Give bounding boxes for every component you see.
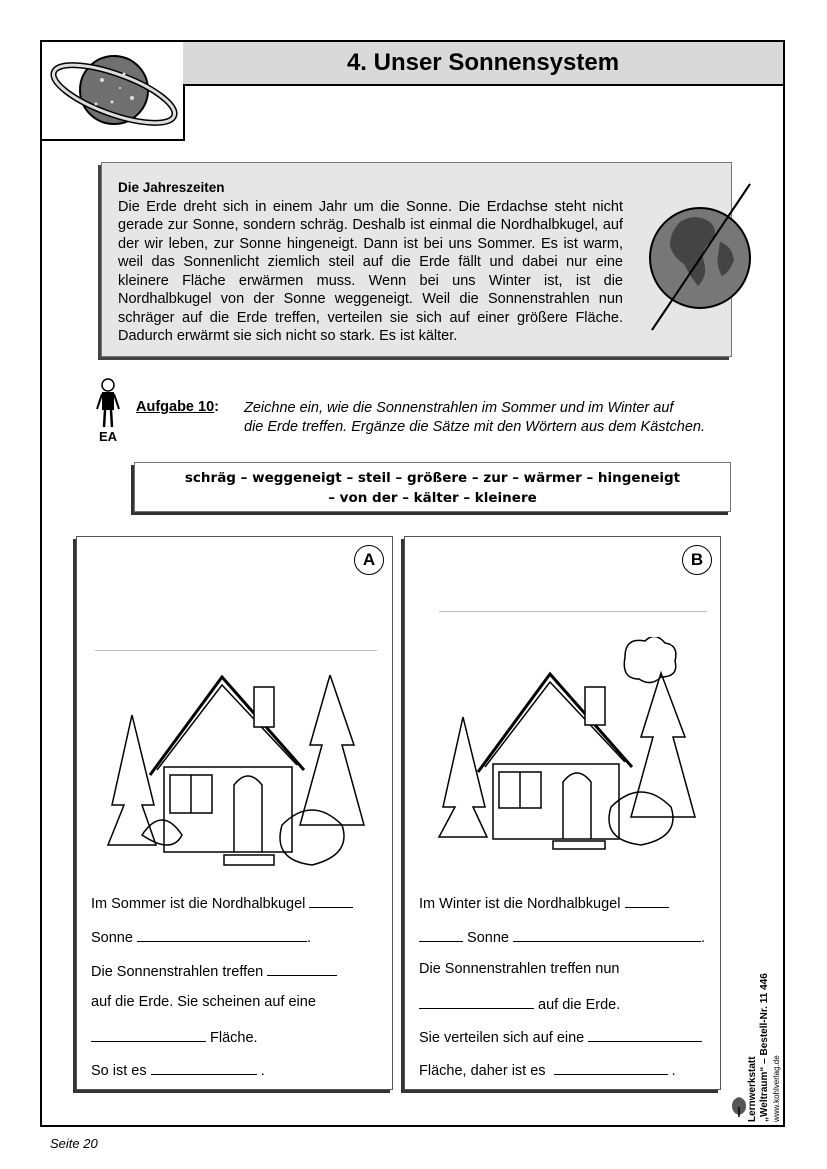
panel-b-line-1: [419, 893, 669, 912]
text: Die Sonnenstrahlen treffen: [91, 964, 264, 980]
text: Fläche, daher ist es: [419, 1063, 546, 1079]
text: Sie verteilen sich auf eine: [419, 1030, 585, 1046]
panel-a-line-1: [91, 893, 353, 912]
saturn-icon: [42, 42, 183, 139]
ea-badge: EA: [98, 429, 118, 443]
answer-blank[interactable]: [419, 994, 534, 1009]
text: auf die Erde.: [538, 997, 621, 1013]
task-colon: :: [214, 399, 220, 415]
publisher-logo-icon: [730, 1095, 748, 1117]
panel-a: [76, 536, 393, 1090]
answer-blank[interactable]: [419, 927, 463, 942]
task-label: [136, 399, 219, 415]
task-number: Aufgabe 10: [136, 399, 215, 415]
panel-a-line-4: auf die Erde. Sie scheinen auf eine: [91, 994, 316, 1010]
text: Im Winter ist die Nordhalbkugel: [419, 896, 621, 912]
answer-blank[interactable]: [588, 1027, 702, 1042]
answer-blank[interactable]: [309, 893, 353, 908]
sidebar-credits: [747, 973, 783, 1122]
child-icon: [92, 377, 124, 443]
answer-blank[interactable]: [513, 927, 701, 942]
text: Fläche.: [210, 1030, 258, 1046]
answer-blank[interactable]: [625, 893, 669, 908]
task-instructions: [244, 399, 764, 437]
answer-blank[interactable]: [554, 1060, 668, 1075]
sidebar-line-1: Lernwerkstatt: [747, 1056, 758, 1122]
word-list-2: – von der – kälter – kleinere: [328, 490, 537, 506]
text: .: [671, 1063, 676, 1079]
text: So ist es: [91, 1063, 147, 1079]
info-box: [101, 162, 732, 357]
page-title: 4. Unser Sonnensystem: [346, 49, 620, 76]
panel-b-badge: B: [682, 545, 712, 575]
answer-blank[interactable]: [267, 961, 337, 976]
info-heading: Die Jahreszeiten: [118, 180, 225, 195]
text: Sonne: [467, 930, 509, 946]
page-number: Seite 20: [50, 1136, 98, 1151]
answer-blank[interactable]: [137, 927, 307, 942]
panel-a-badge: A: [354, 545, 384, 575]
drawing-line: [439, 611, 707, 612]
word-list-1: schräg – weggeneigt – steil – größere – zur – wärmer – hingeneigt: [184, 470, 681, 486]
answer-blank[interactable]: [151, 1060, 257, 1075]
panel-a-line-3: [91, 961, 337, 980]
info-body: Die Erde dreht sich in einem Jahr um die Sonne. Die Erdachse steht nicht gerade zur Sonne, sondern schräg. Deshalb ist einmal die Nordhalbkugel, auf der wir leben, zur Sonne hingeneigt. Dann ist bei uns Sommer. Es ist warm, weil das Sonnenlicht ziemlich steil auf die Erde fällt und dabei nur eine kleinere Fläche erwärmen muss. Wenn bei uns Winter ist, ist die Nordhalbkugel von der Sonne weggeneigt. Weil die Sonnenstrahlen nun schräger auf die Erde treffen, verteilen sie sich auf einer größere Fläche. Dadurch erwärmt sie sich nicht so stark. Es ist kälter.: [118, 198, 623, 344]
panel-b: [404, 536, 721, 1090]
word-box: [134, 462, 731, 512]
publisher-url: www.kohlverlag.de: [772, 1055, 781, 1122]
panel-b-line-4: [419, 994, 620, 1013]
task-line-2: die Erde treffen. Ergänze die Sätze mit den Wörtern aus dem Kästchen.: [244, 419, 706, 435]
text: Im Sommer ist die Nordhalbkugel: [91, 896, 306, 912]
sidebar-line-2: „Weltraum“ – Bestell-Nr. 11 446: [759, 973, 770, 1122]
title-bar: [183, 40, 785, 86]
house-drawing: [102, 675, 372, 875]
earth-icon: [640, 182, 760, 332]
text: .: [701, 930, 706, 946]
answer-blank[interactable]: [91, 1027, 206, 1042]
panel-b-line-5: [419, 1027, 702, 1046]
panel-b-line-2: [419, 927, 705, 946]
logo-box: [40, 40, 185, 141]
panel-b-line-6: [419, 1060, 676, 1079]
panel-a-line-5: [91, 1027, 258, 1046]
house-drawing: [435, 637, 705, 857]
panel-b-line-3: Die Sonnenstrahlen treffen nun: [419, 961, 620, 977]
panel-a-line-6: [91, 1060, 265, 1079]
text: Sonne: [91, 930, 133, 946]
panel-a-line-2: [91, 927, 311, 946]
drawing-line: [95, 650, 377, 651]
task-line-1: Zeichne ein, wie die Sonnenstrahlen im Sommer und im Winter auf: [244, 400, 674, 416]
text: .: [260, 1063, 265, 1079]
text: .: [306, 930, 311, 946]
